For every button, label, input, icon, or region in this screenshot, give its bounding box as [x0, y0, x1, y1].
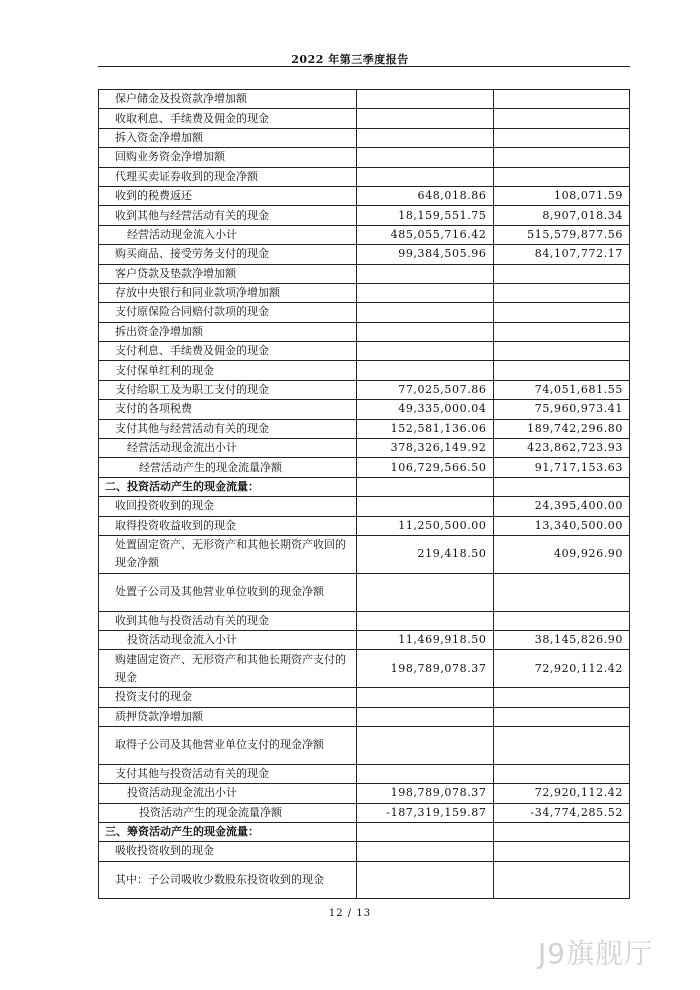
page-number: 12 / 13: [328, 908, 372, 919]
prior-period-amount: [493, 842, 630, 861]
current-period-amount: [357, 764, 494, 783]
current-period-amount: 99,384,505.96: [357, 245, 494, 264]
row-label: 其中：子公司吸收少数股东投资收到的现金: [99, 861, 357, 899]
table-row: [99, 630, 630, 649]
prior-period-amount: 72,920,112.42: [493, 650, 630, 688]
current-period-amount: [357, 573, 494, 611]
current-period-amount: [357, 342, 494, 361]
row-label: 质押贷款净增加额: [99, 707, 357, 726]
current-period-amount: [357, 109, 494, 128]
table-row: [99, 206, 630, 225]
row-label: 取得子公司及其他营业单位支付的现金净额: [99, 726, 357, 764]
table-row: [99, 707, 630, 726]
current-period-amount: [357, 688, 494, 707]
table-row: [99, 400, 630, 419]
table-row: [99, 361, 630, 380]
table-row: [99, 784, 630, 803]
prior-period-amount: 8,907,018.34: [493, 206, 630, 225]
prior-period-amount: [493, 128, 630, 147]
prior-period-amount: 515,579,877.56: [493, 225, 630, 244]
table-row: [99, 458, 630, 477]
row-label: 支付的各项税费: [99, 400, 357, 419]
row-label: 取得投资收益收到的现金: [99, 516, 357, 535]
row-label: 投资活动产生的现金流量净额: [99, 803, 357, 822]
prior-period-amount: 84,107,772.17: [493, 245, 630, 264]
current-period-amount: [357, 611, 494, 630]
row-label: 投资活动现金流入小计: [99, 630, 357, 649]
prior-period-amount: 189,742,296.80: [493, 419, 630, 438]
cash-flow-table-body: [99, 90, 630, 899]
row-label: 经营活动产生的现金流量净额: [99, 458, 357, 477]
current-period-amount: 648,018.86: [357, 186, 494, 205]
prior-period-amount: [493, 707, 630, 726]
table-row: [99, 264, 630, 283]
current-period-amount: [357, 822, 494, 841]
row-label: 支付其他与投资活动有关的现金: [99, 764, 357, 783]
prior-period-amount: 423,862,723.93: [493, 439, 630, 458]
row-label: 投资支付的现金: [99, 688, 357, 707]
table-row: [99, 842, 630, 861]
prior-period-amount: [493, 109, 630, 128]
prior-period-amount: [493, 167, 630, 186]
row-label: 经营活动现金流入小计: [99, 225, 357, 244]
prior-period-amount: [493, 688, 630, 707]
table-row: [99, 726, 630, 764]
prior-period-amount: [493, 764, 630, 783]
prior-period-amount: [493, 822, 630, 841]
current-period-amount: [357, 303, 494, 322]
prior-period-amount: [493, 148, 630, 167]
table-row: [99, 167, 630, 186]
prior-period-amount: 409,926.90: [493, 535, 630, 573]
row-label: 购建固定资产、无形资产和其他长期资产支付的现金: [99, 650, 357, 688]
row-label: 购买商品、接受劳务支付的现金: [99, 245, 357, 264]
prior-period-amount: [493, 861, 630, 899]
header-divider: [98, 66, 630, 67]
table-row: [99, 109, 630, 128]
table-row: [99, 245, 630, 264]
prior-period-amount: [493, 264, 630, 283]
row-label: 拆入资金净增加额: [99, 128, 357, 147]
row-label: 经营活动现金流出小计: [99, 439, 357, 458]
current-period-amount: 378,326,149.92: [357, 439, 494, 458]
table-row: [99, 419, 630, 438]
prior-period-amount: [493, 303, 630, 322]
row-label: 收取利息、手续费及佣金的现金: [99, 109, 357, 128]
current-period-amount: [357, 167, 494, 186]
table-row: [99, 611, 630, 630]
row-label: 收到的税费返还: [99, 186, 357, 205]
prior-period-amount: [493, 90, 630, 109]
table-row: [99, 573, 630, 611]
current-period-amount: [357, 707, 494, 726]
table-row: [99, 439, 630, 458]
prior-period-amount: [493, 361, 630, 380]
current-period-amount: [357, 726, 494, 764]
current-period-amount: [357, 842, 494, 861]
prior-period-amount: [493, 283, 630, 302]
current-period-amount: 49,335,000.04: [357, 400, 494, 419]
prior-period-amount: -34,774,285.52: [493, 803, 630, 822]
row-label: 存放中央银行和同业款项净增加额: [99, 283, 357, 302]
section-heading: 二、投资活动产生的现金流量：: [99, 477, 357, 496]
current-period-amount: [357, 361, 494, 380]
table-row: [99, 861, 630, 899]
table-row: [99, 283, 630, 302]
prior-period-amount: 75,960,973.41: [493, 400, 630, 419]
row-label: 支付给职工及为职工支付的现金: [99, 380, 357, 399]
prior-period-amount: [493, 342, 630, 361]
watermark-logo-text: J9旗舰厅: [538, 937, 654, 970]
current-period-amount: [357, 861, 494, 899]
prior-period-amount: 13,340,500.00: [493, 516, 630, 535]
prior-period-amount: [493, 322, 630, 341]
current-period-amount: -187,319,159.87: [357, 803, 494, 822]
current-period-amount: 152,581,136.06: [357, 419, 494, 438]
current-period-amount: [357, 90, 494, 109]
current-period-amount: [357, 477, 494, 496]
row-label: 收到其他与投资活动有关的现金: [99, 611, 357, 630]
current-period-amount: 198,789,078.37: [357, 650, 494, 688]
row-label: 支付利息、手续费及佣金的现金: [99, 342, 357, 361]
row-label: 收回投资收到的现金: [99, 497, 357, 516]
table-row: [99, 380, 630, 399]
current-period-amount: 198,789,078.37: [357, 784, 494, 803]
table-row: [99, 803, 630, 822]
row-label: 处置子公司及其他营业单位收到的现金净额: [99, 573, 357, 611]
current-period-amount: 18,159,551.75: [357, 206, 494, 225]
current-period-amount: 11,469,918.50: [357, 630, 494, 649]
table-row: [99, 322, 630, 341]
table-row: [99, 90, 630, 109]
table-row: [99, 303, 630, 322]
table-row: [99, 497, 630, 516]
current-period-amount: 485,055,716.42: [357, 225, 494, 244]
prior-period-amount: 108,071.59: [493, 186, 630, 205]
prior-period-amount: [493, 726, 630, 764]
row-label: 支付保单红利的现金: [99, 361, 357, 380]
table-row: [99, 535, 630, 573]
table-section-row: [99, 477, 630, 496]
row-label: 处置固定资产、无形资产和其他长期资产收回的现金净额: [99, 535, 357, 573]
current-period-amount: 77,025,507.86: [357, 380, 494, 399]
row-label: 保户储金及投资款净增加额: [99, 90, 357, 109]
row-label: 客户贷款及垫款净增加额: [99, 264, 357, 283]
cash-flow-table: [98, 89, 630, 899]
table-row: [99, 516, 630, 535]
prior-period-amount: [493, 573, 630, 611]
prior-period-amount: 72,920,112.42: [493, 784, 630, 803]
current-period-amount: 106,729,566.50: [357, 458, 494, 477]
prior-period-amount: [493, 611, 630, 630]
row-label: 支付原保险合同赔付款项的现金: [99, 303, 357, 322]
table-row: [99, 650, 630, 688]
table-row: [99, 148, 630, 167]
current-period-amount: [357, 128, 494, 147]
prior-period-amount: 91,717,153.63: [493, 458, 630, 477]
table-row: [99, 764, 630, 783]
prior-period-amount: 38,145,826.90: [493, 630, 630, 649]
current-period-amount: [357, 497, 494, 516]
table-row: [99, 342, 630, 361]
prior-period-amount: [493, 477, 630, 496]
page-header-title: 2022 年第三季度报告: [291, 53, 409, 66]
table-row: [99, 688, 630, 707]
row-label: 投资活动现金流出小计: [99, 784, 357, 803]
table-row: [99, 128, 630, 147]
current-period-amount: 219,418.50: [357, 535, 494, 573]
current-period-amount: 11,250,500.00: [357, 516, 494, 535]
row-label: 收到其他与经营活动有关的现金: [99, 206, 357, 225]
table-section-row: [99, 822, 630, 841]
row-label: 支付其他与经营活动有关的现金: [99, 419, 357, 438]
table-row: [99, 225, 630, 244]
row-label: 代理买卖证券收到的现金净额: [99, 167, 357, 186]
prior-period-amount: 74,051,681.55: [493, 380, 630, 399]
current-period-amount: [357, 148, 494, 167]
row-label: 拆出资金净增加额: [99, 322, 357, 341]
table-row: [99, 186, 630, 205]
current-period-amount: [357, 322, 494, 341]
row-label: 吸收投资收到的现金: [99, 842, 357, 861]
current-period-amount: [357, 264, 494, 283]
prior-period-amount: 24,395,400.00: [493, 497, 630, 516]
current-period-amount: [357, 283, 494, 302]
section-heading: 三、筹资活动产生的现金流量：: [99, 822, 357, 841]
row-label: 回购业务资金净增加额: [99, 148, 357, 167]
